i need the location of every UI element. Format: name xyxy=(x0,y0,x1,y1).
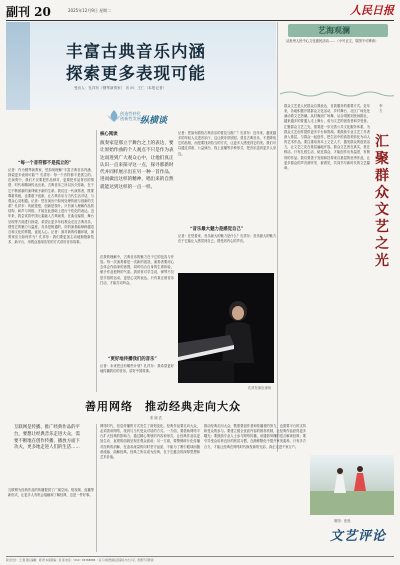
feature-title-line1: 丰富古典音乐内涵 xyxy=(66,42,206,61)
column-logo-big: 纵横谈 xyxy=(140,116,168,126)
subhead-3: “音乐最大魅力是感觉自己” xyxy=(190,227,244,232)
sidebar-vertical-title: 汇聚群众文艺之光 xyxy=(375,134,389,269)
column-logo-small: 创造性转化 创新性发展 xyxy=(120,111,141,121)
feature-byline: 受访人：孔祥东（钢琴演奏家） 访 问：王仁（本报记者） xyxy=(74,86,167,90)
photo-caption: 孔祥东演出现场 xyxy=(248,386,272,390)
article-col-4: 记者：在您看来，音乐最大的魅力是什么？孔祥东：音乐最大的魅力在于它能让人感觉到自己，感受到内心的声音。 xyxy=(178,234,276,244)
header-rule xyxy=(6,20,394,21)
pull-quote: 演奏家是那立于舞台之上的表达，要让原始作曲的个人观点不只是作为表达而进到广大观众心中，让他们真正认识一点来探寻这一点，探寻那新时代并同样展示出在另一种一首作品，进而做出这样的精神，唱出来的自然就能达到这样的一点一样。 xyxy=(100,141,174,190)
feature-title-line2: 探索更多表现可能 xyxy=(66,64,206,83)
sidebar-tag xyxy=(288,24,388,37)
banner-decoration xyxy=(6,22,30,110)
feature-banner xyxy=(6,22,276,110)
bottom-pull-quote: 互联网是传播、推广经典作品的平台，要想让经典音乐走进大众，需要不断地在创作传播、播放方面下功夫，更多地走进人们的生活…… xyxy=(14,425,80,451)
column-divider xyxy=(96,130,97,392)
subhead-4: “更好地传播我们的音乐” xyxy=(108,357,157,362)
dancers-illustration-icon xyxy=(310,455,394,515)
piano-performance-photo xyxy=(178,273,274,383)
wave-divider-icon xyxy=(280,90,394,98)
sidebar xyxy=(280,22,394,452)
article-col-3: 记者：您如何看待古典音乐的普及与推广？孔祥东：近年来，越来越多的年轻人走进音乐厅，这让我非常欣慰。普及古典音乐，不是降低它的品格，而是要找到恰当的方式，让更多人感受到它的美。我们可以通过讲座、公益演出、线上直播等多种形式，把音乐送到更多人身边。 xyxy=(178,131,276,156)
bottom-article-title: 善用网络 推动经典走向大众 xyxy=(85,400,241,413)
bottom-col-1: 互联网为经典作品的传播提供了广阔空间。短视频、直播等新形式，让更多人有机会接触和了解经典，这是一件好事。 xyxy=(8,488,94,498)
article-col-5: 记者：未来您还有哪些计划？孔祥东：我希望更好地传播我们的音乐，讲好中国故事。 xyxy=(100,364,174,374)
dance-photo-caption: 制图：张晨 xyxy=(334,519,351,523)
bottom-article-author: 张 晓 武 xyxy=(150,416,162,420)
column-logo xyxy=(120,111,184,127)
bottom-col-2: 网络时代，信息传播的方式发生了深刻变化。经典作品要走向大众，必须善用网络，找到与当代受众对话的方式。一方面，要借助网络平台扩大经典的影响力，通过精心策划的内容和形式，让经典作品以更加生动、直观的面貌呈现在观众面前；另一方面，要警惕碎片化传播对经典的消解，在追求流量的同时坚守品质，不能为了吸引眼球而随意改编、曲解经典。经典之所以成为经典，在于它蕴含的深厚思想和艺术价值。 xyxy=(100,424,200,459)
article-col-2: 在我的理解中，古典音乐的魅力在于它的包容与开放。每一次演奏都是一次新的创造，演奏者要用心去体会作曲家的意图，同时结合自身的生命体验，赋予作品独特的气质。我常常对学生说，弹琴不仅是手指的运动，更是心灵的表达。只有真正被音乐打动，才能打动听众。 xyxy=(100,255,174,285)
newspaper-logo: 人民日报 xyxy=(350,4,394,17)
section-brand: 文艺评论 xyxy=(330,529,387,544)
dance-photo xyxy=(310,455,394,515)
column-divider xyxy=(96,424,97,552)
article-col-1: 记者：作为钢琴演奏家，您如何理解“丰富古典音乐内涵、探索更多表现可能”？孔祥东：每一个音符都不是孤立的。在演奏中，我们不仅要把作品弹对，更要把作品背后的情感、时代和精神传达出来。古典音乐之所以历久弥新，在于它不断被新的演绎赋予新的生命。我们这一代演奏者，既要尊重传统，也要敢于创新，让古典音乐与当代生活对话，与观众心灵相通。记者：您在演出中如何处理传统与创新的关系？孔祥东：传统是根，创新是枝叶。只有深入理解作品的结构、和声与风格，才能在此基础上进行个性化的表达。近年来，我尝试将中国元素融入古典演奏，在曲目编排、舞台呈现等方面进行探索，希望让更多年轻观众走近古典音乐，感受它的魅力与温度。音乐是相通的，好的演奏能够跨越语言和文化的界限，直抵人心。记者：面对新的传播环境，演奏家应当如何作为？孔祥东：我们要更加主动地拥抱新技术、新平台，用观众喜闻乐见的方式讲好音乐故事。 xyxy=(8,168,94,245)
sidebar-tag-label: 艺海观澜 xyxy=(318,25,350,35)
page-footer: 版式设计：王 强 责任编辑：胡 妍 本版责编：张 蓓 电话：（010）65368888 （以下为报纸版权及联系方式小字，原图不可辨读） xyxy=(6,556,394,562)
issue-date: 2025年12月9日 星期二 xyxy=(68,8,112,13)
subhead-2: 核心阅读 xyxy=(100,132,118,137)
page-issue: 副刊 20 xyxy=(6,5,51,19)
sidebar-author: 李 方 xyxy=(379,104,383,113)
pianist-illustration-icon xyxy=(178,273,274,383)
page-header xyxy=(6,3,394,19)
subhead-1: “每一个音符都不是孤立的” xyxy=(18,161,72,166)
column-divider xyxy=(277,22,278,452)
sidebar-intro: 从贵州人民中心文化惠民活动……（小号正文，原图不可辨读） xyxy=(286,39,379,43)
sidebar-article: 群众文艺是人民群众自我表达、自我服务的重要方式。近年来，各地积极开展群众文化活动，乡村舞台、社区广场处处涌动着文艺热潮。从村晚到广场舞，从合唱团到民间剧社，越来越多的普通人走上舞台，成为文艺的创造者和享受者。汇聚群众文艺之光，需要进一步完善公共文化服务体系，为群众文艺创作提供更多平台和资源。要鼓励专业文艺工作者深入基层，与群众一起创作，把生活中的真善美转化为动人的艺术作品。要注重培育本土文艺人才，激发群众的创造活力，让文艺之花在基层遍地开放。群众文艺贵在真实，贵在鲜活。只有扎根生活、贴近群众，才能创作出有温度、有筋骨的作品。我们要善于发现和扶持来自基层的优秀作品，让更多群众的声音被听见、被看见，共同书写新时代的文艺篇章。 xyxy=(284,104,370,170)
bottom-col-3: 推动经典走向大众，既需要创作者和传播者的努力，也需要平台的支持和受众的参与。要建立健全优质内容的推荐机制，让经典作品获得更多曝光；要鼓励专业人士参与网络传播，用通俗易懂的语言解读经典；要引导受众培养良好的欣赏习惯，在潜移默化中提升审美素养。只有多方合力，才能让经典在网络时代焕发新的光彩，真正走进千家万户。 xyxy=(204,424,306,449)
